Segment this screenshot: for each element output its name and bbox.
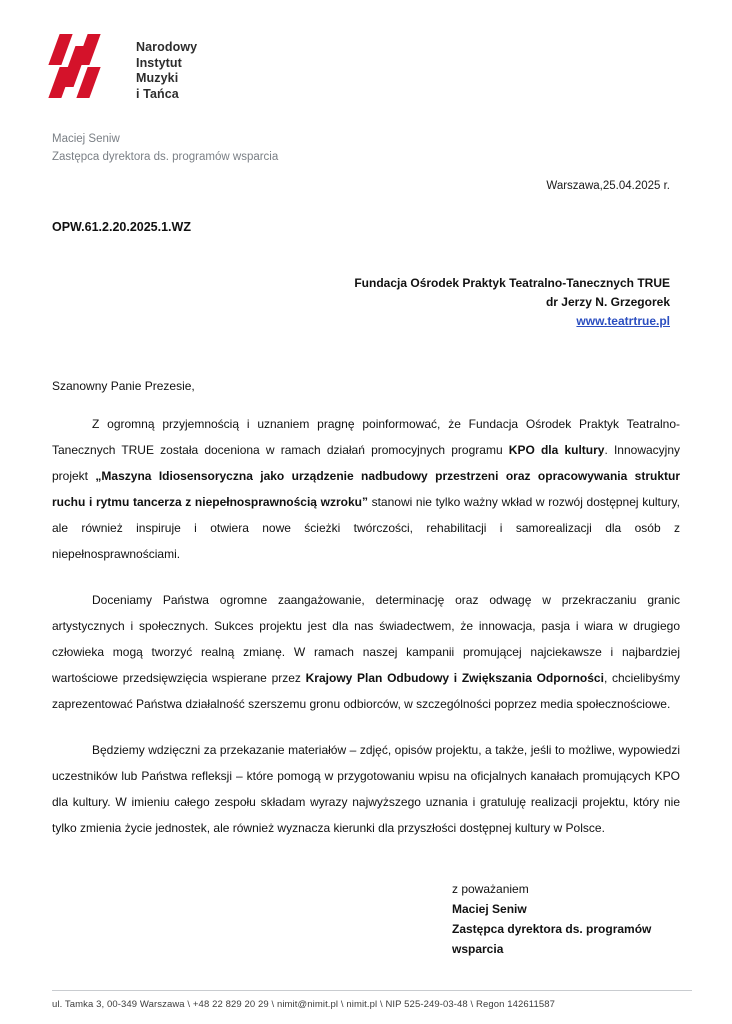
sender-block (52, 130, 680, 166)
signature-name: Maciej Seniw (452, 902, 527, 916)
sender-title: Zastępca dyrektora ds. programów wsparcia (52, 151, 279, 163)
body-paragraph (52, 587, 680, 717)
logo-line-4: i Tańca (136, 86, 179, 101)
place-and-date: Warszawa,25.04.2025 r. (546, 180, 670, 192)
body-paragraph (52, 737, 680, 841)
body-text-run: , chcielibyśmy zaprezentować Państwa działalność szerszemu gronu odbiorców, w szczególności poprzez media społecznościowe. (52, 671, 681, 711)
reference-number: OPW.61.2.20.2025.1.WZ (52, 220, 191, 234)
addressee-website-link[interactable]: www.teatrtrue.pl (576, 314, 670, 328)
signature-regards: z poważaniem (452, 882, 529, 896)
letterhead (52, 24, 680, 102)
body-text-emphasis: Krajowy Plan Odbudowy i Zwiększania Odporności (305, 671, 604, 685)
addressee-organization: Fundacja Ośrodek Praktyk Teatralno-Tanecznych TRUE (354, 276, 670, 290)
signature-role: Zastępca dyrektora ds. programów wsparcia (452, 922, 652, 956)
body-text-run: Będziemy wdzięczni za przekazanie materiałów – zdjęć, opisów projektu, a także, jeśli to możliwe, wypowiedzi uczestników lub Państwa refleksji – które pomogą w przygotowaniu wpisu na oficjalnych kanałach promujących KPO dla kultury. W imieniu całego zespołu składam wyrazy najwyższego uznania i gratuluję realizacji projektu, który nie tylko zmienia życie jednostek, ale również wyznacza kierunki dla przyszłości dostępnej kultury w Polsce. (52, 743, 680, 835)
letter-body (52, 411, 680, 841)
logo-line-3: Muzyki (136, 71, 179, 85)
sender-name: Maciej Seniw (52, 133, 120, 145)
addressee-person: dr Jerzy N. Grzegorek (545, 295, 670, 309)
logo-line-1: Narodowy (136, 40, 198, 54)
nimit-logo-icon (52, 34, 114, 98)
signature-block (452, 879, 680, 959)
footer-contact-info: ul. Tamka 3, 00-349 Warszawa \ +48 22 829 20 29 \ nimit@nimit.pl \ nimit.pl \ NIP 525-249-03-48 \ Regon 142611587 (52, 990, 692, 1010)
body-text-run: stanowi nie tylko ważny wkład w rozwój dostępnej kultury, ale również inspiruje i otwiera nowe ścieżki twórczości, rehabilitacji i samorealizacji dla osób z niepełnosprawnościami. (52, 495, 681, 561)
salutation: Szanowny Panie Prezesie, (52, 379, 195, 393)
body-text-emphasis: „Maszyna Idiosensoryczna jako urządzenie nadbudowy przestrzeni oraz opracowywania struktur ruchu i rytmu tancerza z niepełnosprawnością wzroku” (52, 469, 681, 509)
body-text-emphasis: KPO dla kultury (508, 443, 605, 457)
body-text-run: Doceniamy Państwa ogromne zaangażowanie, determinację oraz odwagę w przekraczaniu granic artystycznych i społecznych. Sukces projektu jest dla nas świadectwem, że innowacja, pasja i wiara w drugiego człowieka mogą tworzyć realną zmianę. W ramach naszej kampanii promującej najciekawsze i najbardziej wartościowe przedsięwzięcia wspierane przez (52, 593, 680, 685)
body-text-run: . Innowacyjny projekt (52, 443, 680, 483)
body-text-run: Z ogromną przyjemnością i uznaniem pragnę poinformować, że Fundacja Ośrodek Praktyk Teatralno-Tanecznych TRUE została doceniona w ramach działań promocyjnych programu (52, 417, 680, 457)
organization-name (136, 34, 197, 102)
addressee-block (52, 274, 680, 331)
logo-line-2: Instytut (136, 55, 182, 70)
body-paragraph (52, 411, 680, 567)
